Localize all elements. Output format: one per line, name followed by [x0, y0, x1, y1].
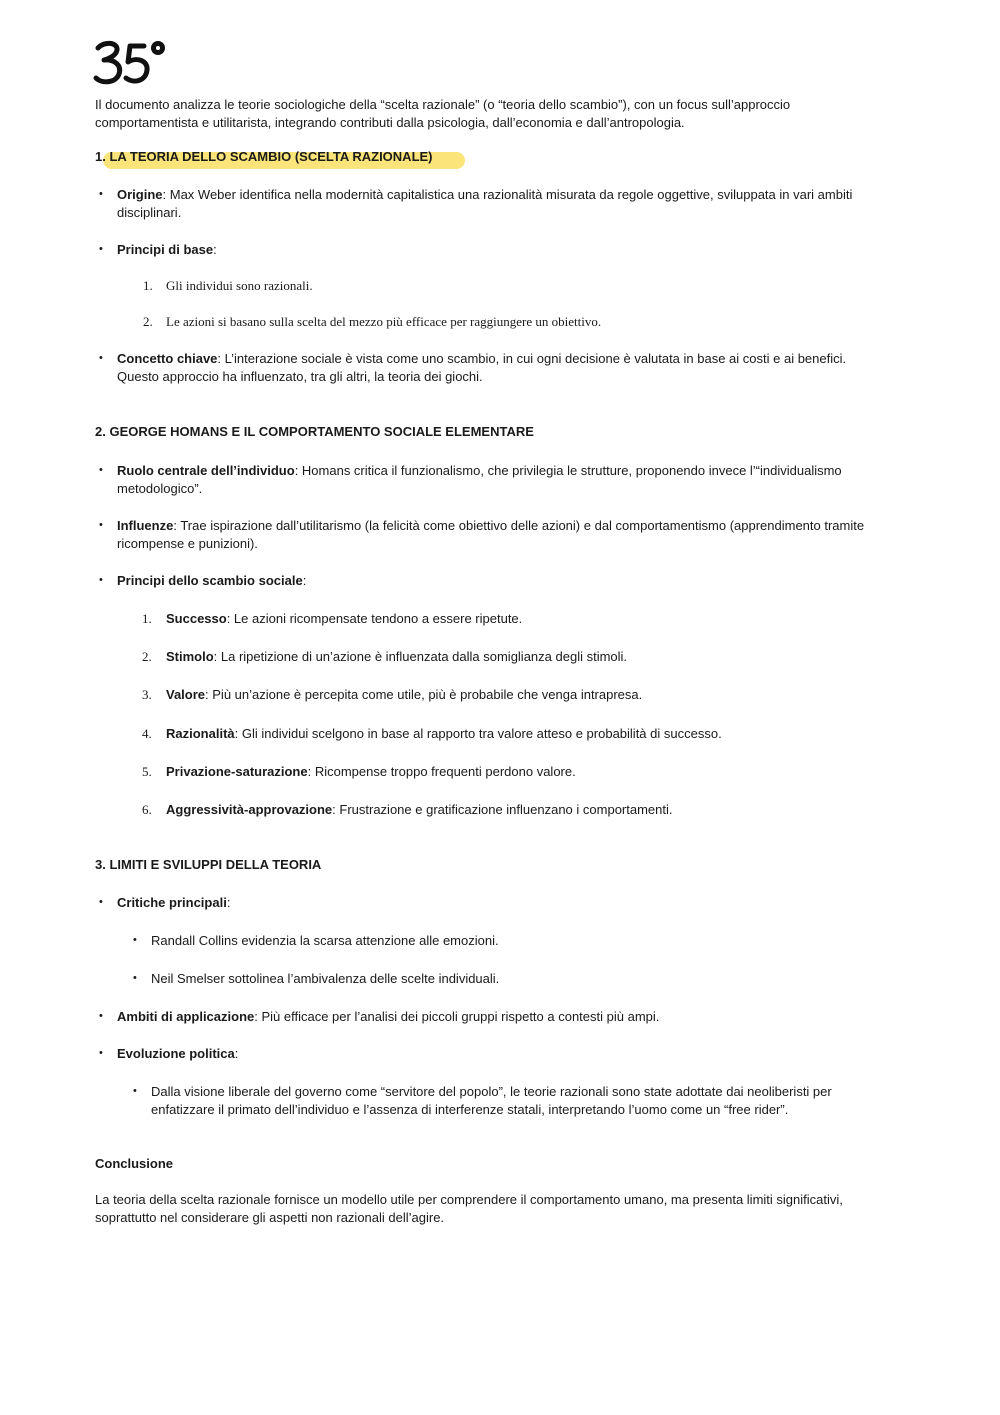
principio-label: Privazione-saturazione: [166, 764, 308, 779]
principio-1-text: Gli individui sono razionali.: [166, 278, 313, 293]
influenze-label: Influenze: [117, 518, 174, 533]
ambiti-item: [117, 1008, 659, 1026]
influenze-text: : Trae ispirazione dall’utilitarismo (la felicità come obiettivo delle azioni) e dal comportamentismo (apprendimento tramite ricompense e punizioni).: [117, 518, 865, 551]
list-number: 2.: [143, 314, 153, 329]
concetto-chiave-item: [117, 350, 887, 386]
principi-scambio-label: Principi dello scambio sociale: [117, 573, 303, 588]
principio-privazione: [166, 763, 576, 781]
list-number: 6.: [142, 802, 152, 817]
principi-base-item: [117, 241, 217, 259]
bullet-icon: •: [99, 188, 103, 200]
conclusione-text: La teoria della scelta razionale fornisce un modello utile per comprendere il comportamento umano, ma presenta limiti significativi, soprattutto nel considerare gli aspetti non razionali dell’agire.: [95, 1192, 843, 1225]
principi-scambio-item: [117, 572, 306, 590]
section-1-number: 1.: [95, 149, 106, 164]
principio-stimolo: [166, 648, 627, 666]
bullet-icon: •: [99, 1047, 103, 1059]
bullet-icon: •: [133, 1085, 137, 1097]
principio-text: : Frustrazione e gratificazione influenzano i comportamenti.: [332, 802, 673, 817]
bullet-icon: •: [99, 896, 103, 908]
bullet-icon: •: [99, 519, 103, 531]
critica-smelser: Neil Smelser sottolinea l’ambivalenza delle scelte individuali.: [151, 971, 500, 986]
ambiti-label: Ambiti di applicazione: [117, 1009, 255, 1024]
evoluzione-subitem: Dalla visione liberale del governo come “servitore del popolo”, le teorie razionali sono state adottate dai neoliberisti per enfatizzare il primato dell’individuo e l’assenza di interferenze statali, interpretando l’uomo come un “free rider”.: [151, 1084, 832, 1117]
colon: :: [213, 242, 217, 257]
critiche-label: Critiche principali: [117, 895, 227, 910]
colon: :: [302, 573, 307, 588]
list-number: 3.: [142, 687, 152, 702]
bullet-icon: •: [133, 972, 137, 984]
bullet-icon: •: [99, 1010, 103, 1022]
principio-text: : Più un’azione è percepita come utile, più è probabile che venga intrapresa.: [205, 687, 643, 702]
principio-label: Aggressività-approvazione: [166, 802, 333, 817]
conclusione-heading: Conclusione: [95, 1156, 174, 1171]
principio-text: : Ricompense troppo frequenti perdono valore.: [307, 764, 576, 779]
bullet-icon: •: [99, 352, 103, 364]
section-3-heading: 3. LIMITI E SVILUPPI DELLA TEORIA: [95, 857, 322, 872]
principio-label: Stimolo: [166, 649, 214, 664]
list-number: 1.: [143, 278, 153, 293]
list-number: 4.: [142, 726, 152, 741]
section-1-heading: [95, 149, 433, 164]
origine-text: : Max Weber identifica nella modernità capitalistica una razionalità misurata da regole oggettive, sviluppata in vari ambiti disciplinari.: [117, 187, 853, 220]
list-number: 5.: [142, 764, 152, 779]
bullet-icon: •: [99, 464, 103, 476]
principio-valore: [166, 686, 642, 704]
evoluzione-item: [117, 1045, 238, 1063]
bullet-icon: •: [133, 934, 137, 946]
ruolo-label: Ruolo centrale dell’individuo: [117, 463, 295, 478]
principio-label: Successo: [166, 611, 227, 626]
ambiti-text: : Più efficace per l’analisi dei piccoli gruppi rispetto a contesti più ampi.: [254, 1009, 660, 1024]
principio-text: : La ripetizione di un’azione è influenzata dalla somiglianza degli stimoli.: [213, 649, 628, 664]
ruolo-item: [117, 462, 887, 498]
principio-aggressivita: [166, 801, 673, 819]
intro-paragraph: Il documento analizza le teorie sociologiche della “scelta razionale” (o “teoria dello scambio”), con un focus sull’approccio comportamentista e utilitarista, integrando contributi dalla psicologia, dall’economia e dall’antropologia.: [95, 97, 791, 130]
origine-item: [117, 186, 892, 222]
evoluzione-label: Evoluzione politica: [117, 1046, 235, 1061]
bullet-icon: •: [99, 574, 103, 586]
concetto-chiave-text: : L’interazione sociale è vista come uno scambio, in cui ogni decisione è valutata in base ai costi e ai benefici. Questo approccio ha influenzato, tra gli altri, la teoria dei giochi.: [117, 351, 847, 384]
origine-label: Origine: [117, 187, 163, 202]
critica-collins: Randall Collins evidenzia la scarsa attenzione alle emozioni.: [151, 933, 499, 948]
principio-text: : Gli individui scelgono in base al rapporto tra valore atteso e probabilità di successo.: [234, 726, 722, 741]
influenze-item: [117, 517, 897, 553]
colon: :: [226, 895, 231, 910]
colon: :: [234, 1046, 239, 1061]
principio-label: Razionalità: [166, 726, 235, 741]
list-number: 1.: [142, 611, 152, 626]
section-1-title: LA TEORIA DELLO SCAMBIO (SCELTA RAZIONALE): [105, 149, 433, 164]
section-2-heading: 2. GEORGE HOMANS E IL COMPORTAMENTO SOCIALE ELEMENTARE: [95, 424, 534, 439]
bullet-icon: •: [99, 243, 103, 255]
principio-label: Valore: [166, 687, 206, 702]
principio-razionalita: [166, 725, 722, 743]
critiche-item: [117, 894, 230, 912]
principi-base-label: Principi di base: [117, 242, 214, 257]
concetto-chiave-label: Concetto chiave: [117, 351, 218, 366]
principio-text: : Le azioni ricompensate tendono a essere ripetute.: [226, 611, 523, 626]
ruolo-text: : Homans critica il funzionalismo, che privilegia le strutture, proponendo invece l’“individualismo metodologico”.: [117, 463, 842, 496]
list-number: 2.: [142, 649, 152, 664]
principio-successo: [166, 610, 522, 628]
handwritten-number-35: [92, 38, 172, 88]
principio-2-text: Le azioni si basano sulla scelta del mezzo più efficace per raggiungere un obiettivo.: [166, 314, 602, 329]
